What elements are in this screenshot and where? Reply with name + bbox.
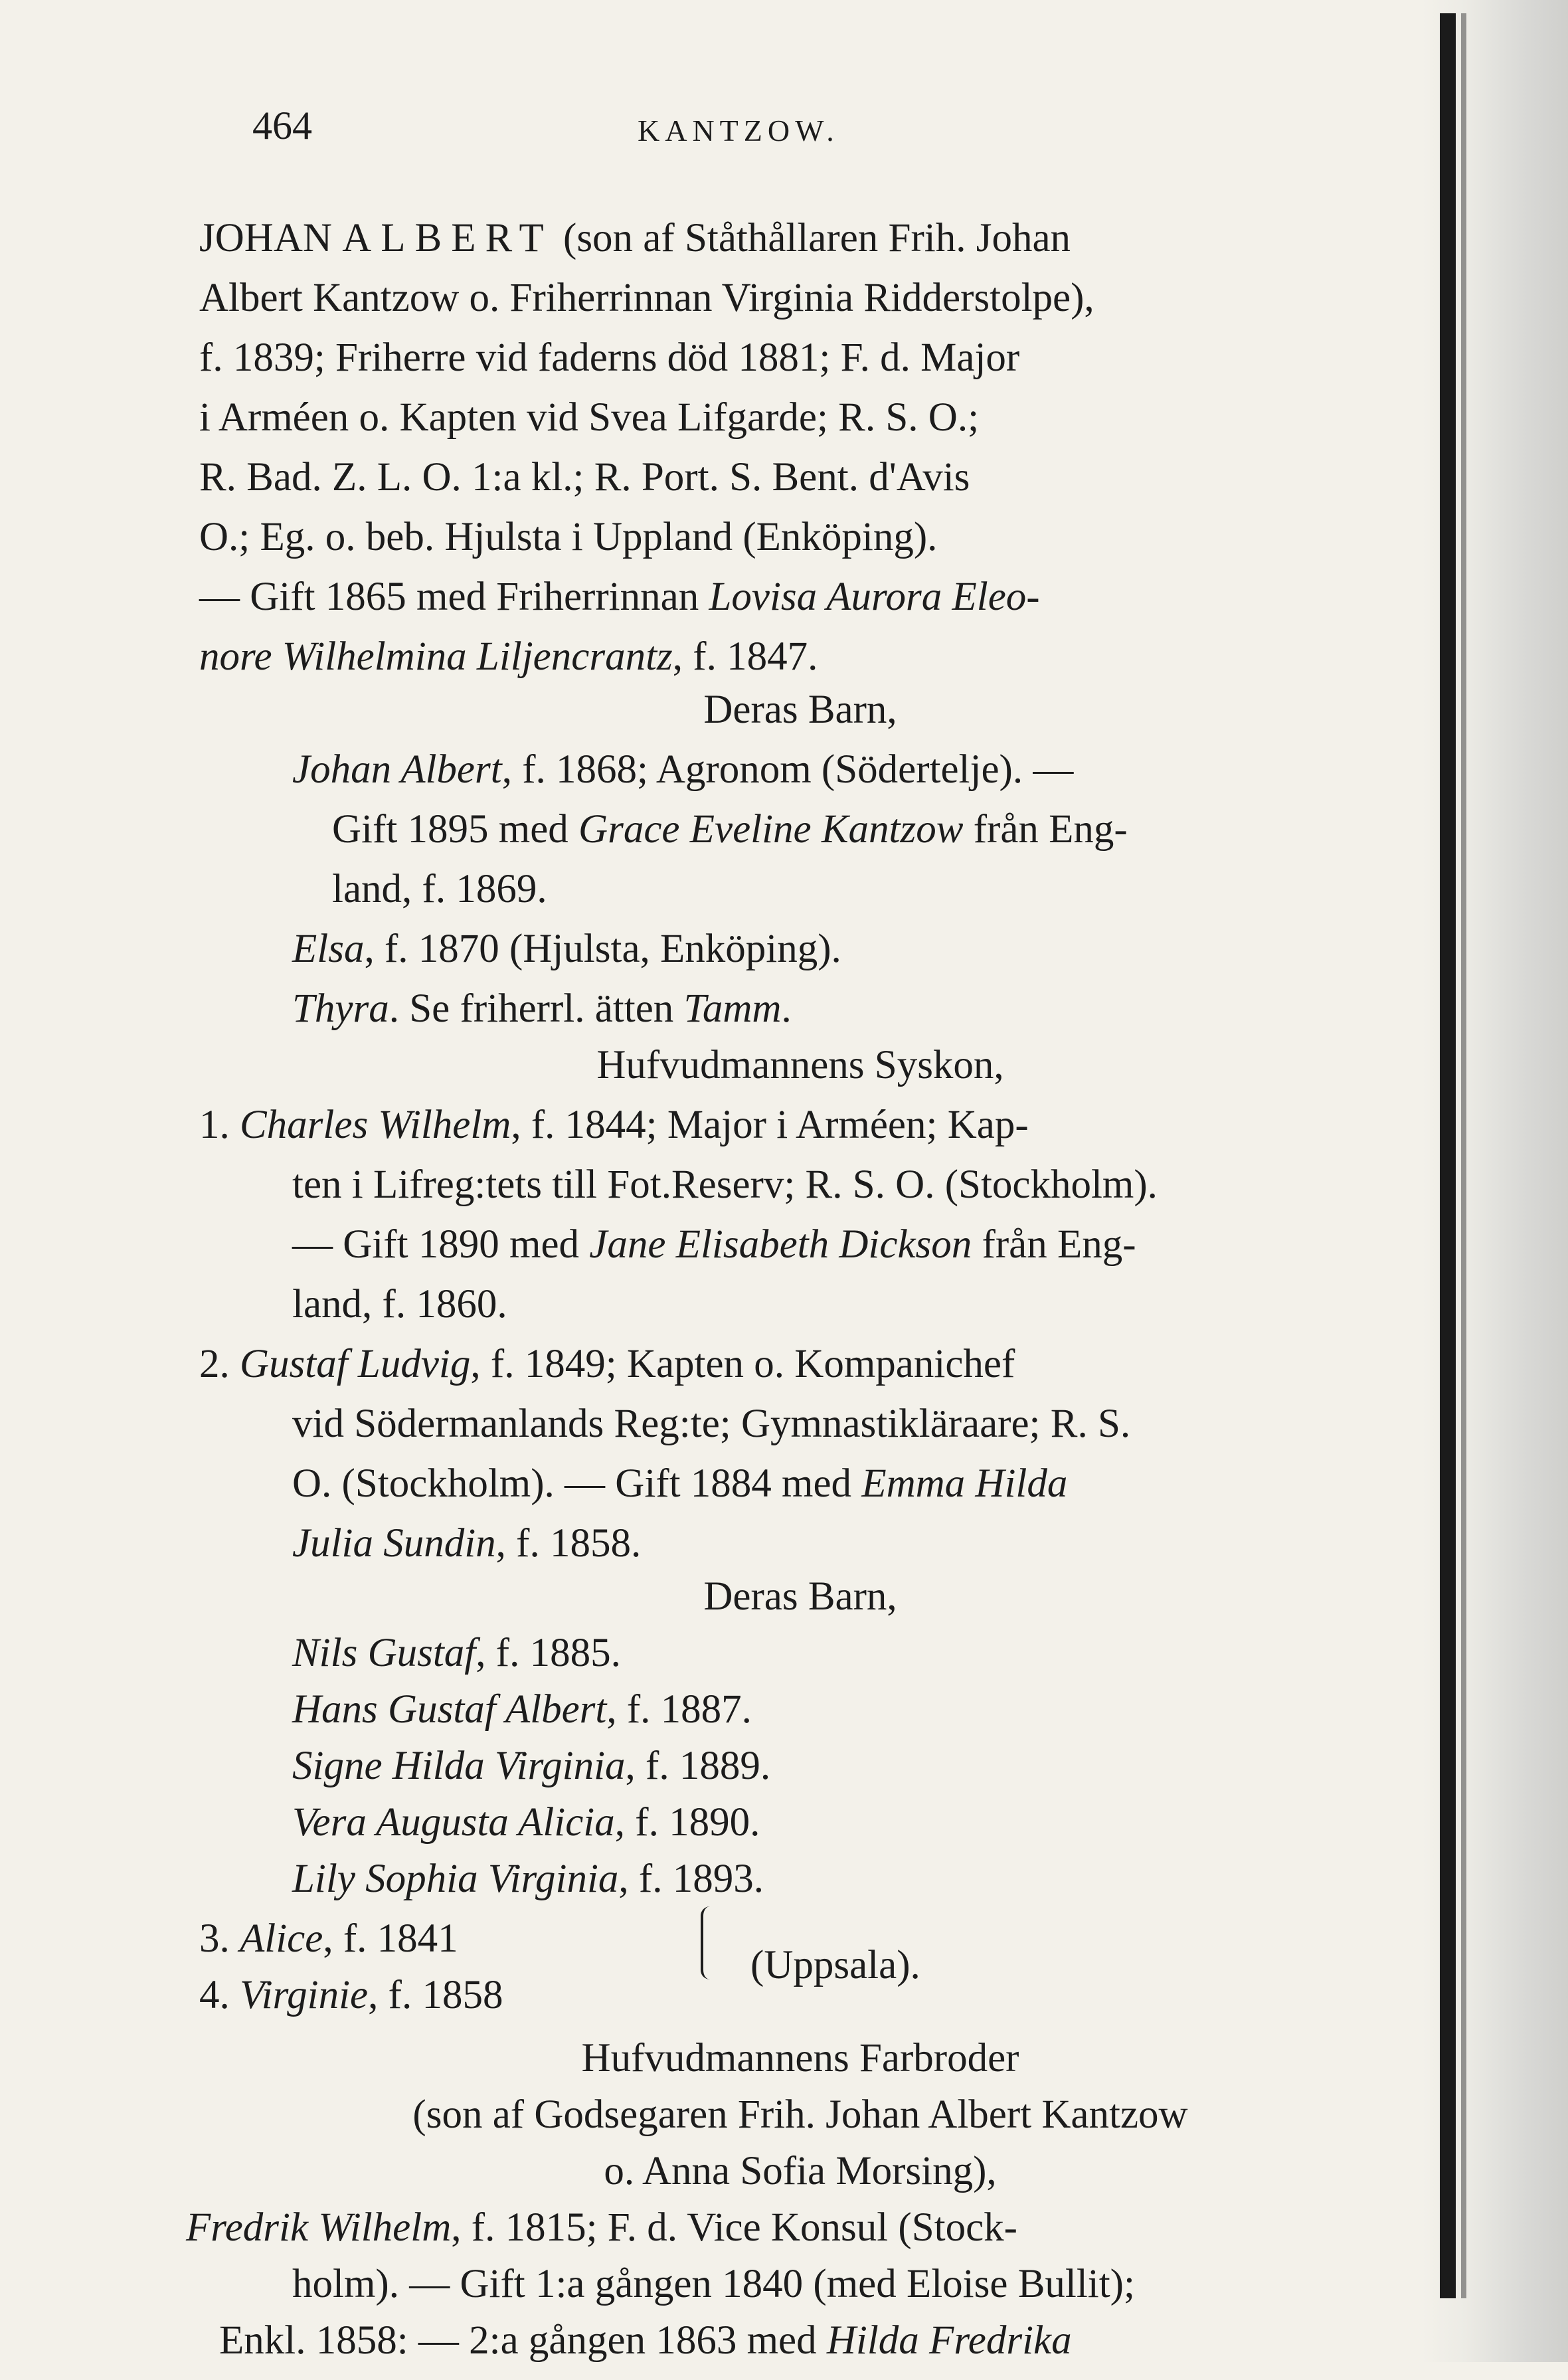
section-heading: Hufvudmannens Farbroder bbox=[581, 2036, 1019, 2080]
child-name: Vera Augusta Alicia bbox=[292, 1800, 615, 1845]
text-line: Vera Augusta Alicia, f. 1890. bbox=[292, 1800, 760, 1845]
brace bbox=[701, 1906, 715, 1979]
text-line: — Gift 1890 med Jane Elisabeth Dickson från Eng- bbox=[292, 1222, 1136, 1267]
text-line: f. 1839; Friherre vid faderns död 1881; F. d. Major bbox=[199, 335, 1020, 380]
section-heading: Deras Barn, bbox=[703, 1574, 897, 1619]
spouse-name: Jane Elisabeth Dickson bbox=[589, 1222, 972, 1267]
text-line: land, f. 1860. bbox=[292, 1282, 507, 1327]
spouse-name: Julia Sundin bbox=[292, 1521, 496, 1566]
text-line: Signe Hilda Virginia, f. 1889. bbox=[292, 1744, 771, 1788]
text-line: i Arméen o. Kapten vid Svea Lifgarde; R. S. O.; bbox=[199, 395, 980, 440]
uncle-name: Fredrik Wilhelm bbox=[186, 2205, 452, 2250]
child-name: Signe Hilda Virginia bbox=[292, 1744, 626, 1788]
page-border-line bbox=[1440, 13, 1456, 2298]
text-line: 4. Virginie, f. 1858 bbox=[199, 1973, 503, 2017]
spouse-name: Lovisa Aurora Eleo- bbox=[709, 575, 1040, 619]
section-heading: Deras Barn, bbox=[703, 687, 897, 732]
child-name: Nils Gustaf bbox=[292, 1631, 476, 1675]
text-line: Gift 1895 med Grace Eveline Kantzow från Eng- bbox=[332, 807, 1128, 852]
page-header bbox=[199, 86, 1401, 166]
sibling-name: Alice bbox=[240, 1916, 323, 1961]
text-line: Albert Kantzow o. Friherrinnan Virginia Ridderstolpe), bbox=[199, 276, 1094, 320]
text-line: nore Wilhelmina Liljencrantz, f. 1847. bbox=[199, 634, 818, 679]
list-number: 4. bbox=[199, 1973, 230, 2017]
section-heading: Hufvudmannens Syskon, bbox=[596, 1043, 1004, 1087]
text-line: o. Anna Sofia Morsing), bbox=[604, 2149, 997, 2193]
child-name: Hans Gustaf Albert bbox=[292, 1687, 607, 1732]
text-line: Hans Gustaf Albert, f. 1887. bbox=[292, 1687, 752, 1732]
text-line: Thyra. Se friherrl. ätten Tamm. bbox=[292, 986, 792, 1031]
text-line: Elsa, f. 1870 (Hjulsta, Enköping). bbox=[292, 927, 841, 971]
text-line: Lily Sophia Virginia, f. 1893. bbox=[292, 1857, 764, 1901]
text-line: R. Bad. Z. L. O. 1:a kl.; R. Port. S. Bent. d'Avis bbox=[199, 455, 970, 500]
text-line: O.; Eg. o. beb. Hjulsta i Uppland (Enköping). bbox=[199, 515, 938, 559]
text-line: Fredrik Wilhelm, f. 1815; F. d. Vice Konsul (Stock- bbox=[186, 2205, 1017, 2250]
sibling-name: Virginie bbox=[240, 1973, 369, 2017]
text-line: holm). — Gift 1:a gången 1840 (med Eloise Bullit); bbox=[292, 2262, 1135, 2306]
sibling-name: Charles Wilhelm bbox=[240, 1103, 511, 1147]
text-line: ten i Lifreg:tets till Fot.Reserv; R. S. O. (Stockholm). bbox=[292, 1162, 1158, 1207]
child-name: Johan Albert bbox=[292, 747, 502, 792]
list-number: 2. bbox=[199, 1342, 230, 1386]
child-name: Elsa bbox=[292, 927, 365, 971]
text-line: land, f. 1869. bbox=[332, 867, 547, 911]
place-note: (Uppsala). bbox=[750, 1943, 920, 1987]
text-line: Johan Albert, f. 1868; Agronom (Södertelje). — bbox=[292, 747, 1074, 792]
spouse-name: Hilda Fredrika bbox=[826, 2318, 1072, 2363]
text-line: 3. Alice, f. 1841 bbox=[199, 1916, 458, 1961]
list-number: 3. bbox=[199, 1916, 230, 1961]
text-line: Nils Gustaf, f. 1885. bbox=[292, 1631, 621, 1675]
text-line: 1. Charles Wilhelm, f. 1844; Major i Arméen; Kap- bbox=[199, 1103, 1029, 1147]
sibling-name: Gustaf Ludvig bbox=[240, 1342, 471, 1386]
text-line: — Gift 1865 med Friherrinnan Lovisa Aurora Eleo- bbox=[199, 575, 1040, 619]
child-name: Lily Sophia Virginia bbox=[292, 1857, 619, 1901]
text-line: Julia Sundin, f. 1858. bbox=[292, 1521, 642, 1566]
text-line: vid Södermanlands Reg:te; Gymnastikläraare; R. S. bbox=[292, 1402, 1131, 1446]
entry-name-spaced: ALBERT bbox=[342, 216, 553, 260]
spouse-name: Grace Eveline Kantzow bbox=[578, 807, 964, 852]
page-border-shadow bbox=[1461, 13, 1466, 2298]
text-line: 2. Gustaf Ludvig, f. 1849; Kapten o. Kompanichef bbox=[199, 1342, 1015, 1386]
list-number: 1. bbox=[199, 1103, 230, 1147]
spouse-name: Emma Hilda bbox=[861, 1461, 1068, 1506]
entry-name: JOHAN bbox=[199, 216, 343, 260]
spouse-name: nore Wilhelmina Liljencrantz bbox=[199, 634, 673, 679]
page-number: 464 bbox=[252, 104, 312, 147]
entry-text: (son af Ståthållaren Frih. Johan bbox=[553, 216, 1071, 260]
text-line: Enkl. 1858: — 2:a gången 1863 med Hilda Fredrika bbox=[219, 2318, 1072, 2363]
child-name: Thyra bbox=[292, 986, 389, 1031]
running-head: KANTZOW. bbox=[638, 114, 839, 147]
text-line: (son af Godsegaren Frih. Johan Albert Kantzow bbox=[412, 2092, 1188, 2137]
text-line: O. (Stockholm). — Gift 1884 med Emma Hilda bbox=[292, 1461, 1068, 1506]
